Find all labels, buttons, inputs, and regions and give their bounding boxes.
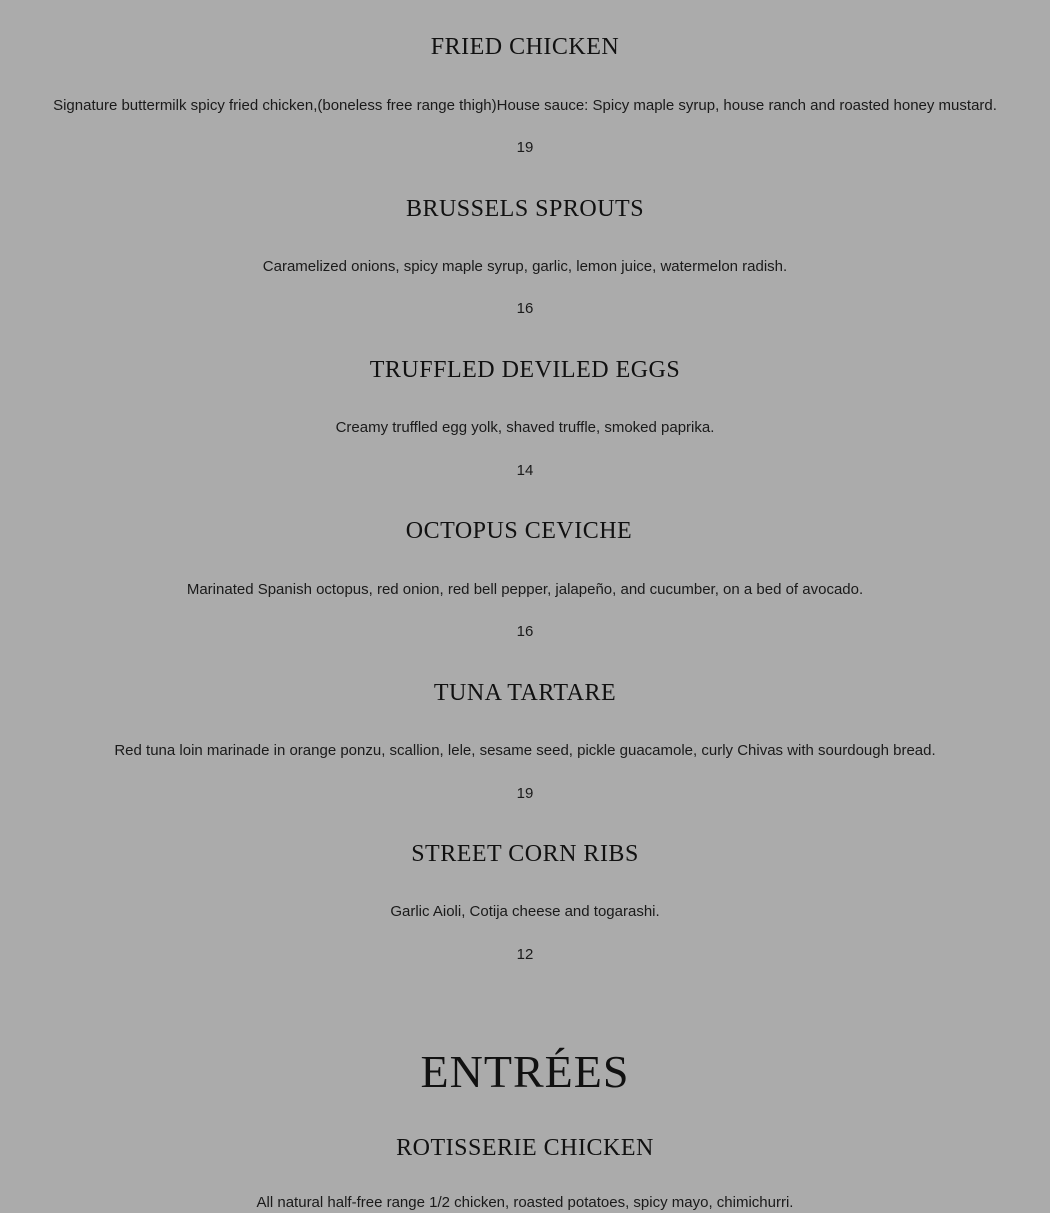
item-title-tuna-tartare: TUNA TARTARE [433,680,617,706]
item-title-brussels-sprouts: BRUSSELS SPROUTS [405,196,645,222]
item-price-brussels-sprouts: 16 [516,300,534,317]
item-title-street-corn-ribs: STREET CORN RIBS [411,841,639,867]
item-description-tuna-tartare: Red tuna loin marinade in orange ponzu, scallion, lele, sesame seed, pickle guacamole, curly Chivas with sourdough bread. [114,742,936,759]
item-title-octopus-ceviche: OCTOPUS CEVICHE [405,518,633,544]
section-heading-entrees: ENTRÉES [420,1046,630,1097]
item-price-street-corn-ribs: 12 [516,946,534,963]
item-price-truffled-deviled-eggs: 14 [516,462,534,479]
item-title-truffled-deviled-eggs: TRUFFLED DEVILED EGGS [369,357,681,383]
item-description-brussels-sprouts: Caramelized onions, spicy maple syrup, garlic, lemon juice, watermelon radish. [262,258,788,275]
item-description-octopus-ceviche: Marinated Spanish octopus, red onion, red bell pepper, jalapeño, and cucumber, on a bed of avocado. [186,581,864,598]
item-title-rotisserie-chicken: ROTISSERIE CHICKEN [396,1135,654,1161]
item-price-tuna-tartare: 19 [516,785,534,802]
item-description-fried-chicken: Signature buttermilk spicy fried chicken,(boneless free range thigh)House sauce: Spicy maple syrup, house ranch and roasted honey mustard. [53,97,997,114]
item-title-fried-chicken: FRIED CHICKEN [430,34,620,60]
item-description-rotisserie-chicken: All natural half-free range 1/2 chicken, roasted potatoes, spicy mayo, chimichurri. [256,1194,794,1211]
item-description-truffled-deviled-eggs: Creamy truffled egg yolk, shaved truffle, smoked paprika. [335,419,715,436]
item-description-street-corn-ribs: Garlic Aioli, Cotija cheese and togarashi. [390,903,660,920]
item-price-octopus-ceviche: 16 [516,623,534,640]
item-price-fried-chicken: 19 [516,139,534,156]
